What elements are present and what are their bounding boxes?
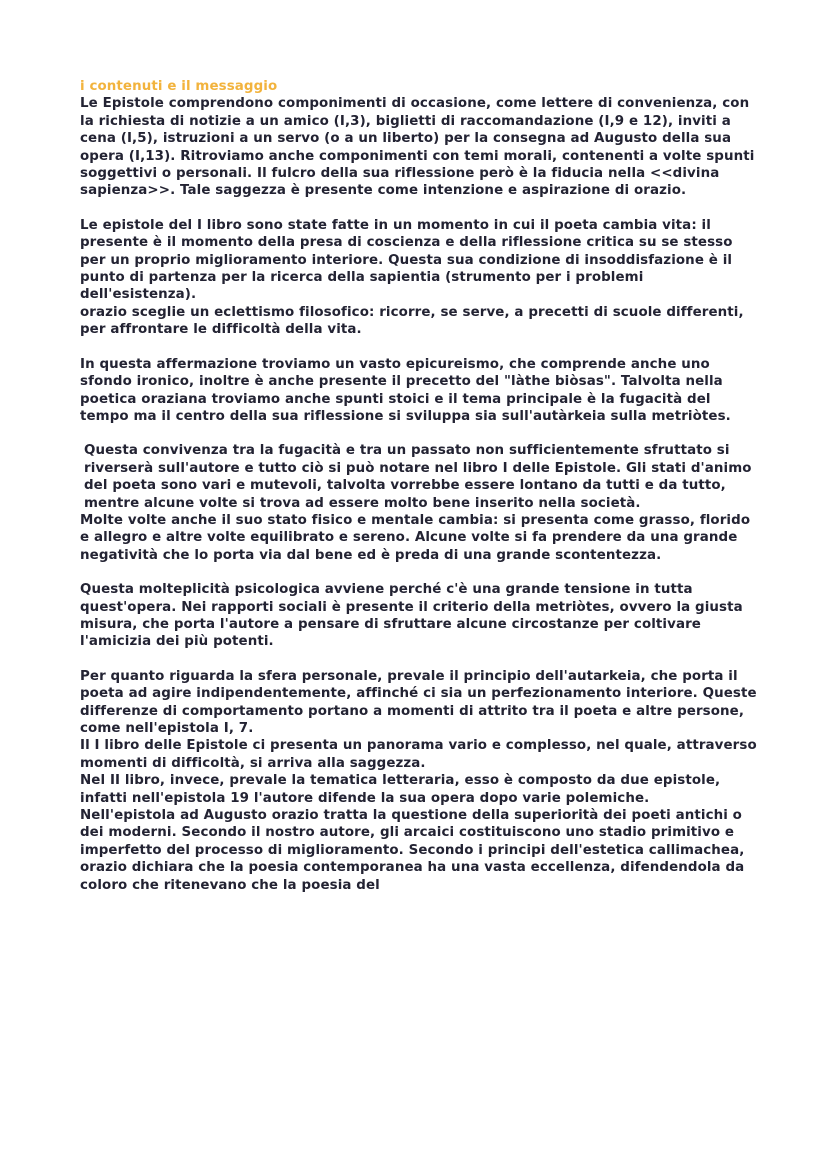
paragraph-5: Questa convivenza tra la fugacità e tra un passato non sufficientemente sfruttato si riverserà sull'autore e tutto ciò si può notare nel libro I delle Epistole. Gli stati d'animo del poeta sono vari e mutevoli, talvolta vorrebbe essere lontano da tutti e da tutto, mentre alcune volte si trova ad essere molto bene inserito nella società. [84, 443, 752, 511]
document-page [80, 78, 760, 894]
section-title: i contenuti e il messaggio [80, 79, 278, 94]
paragraph-1: Le Epistole comprendono componimenti di occasione, come lettere di convenienza, con la richiesta di notizie a un amico (I,3), biglietti di raccomandazione (I,9 e 12), inviti a cena (I,5), istruzioni a un servo (o a un liberto) per la consegna ad Augusto della sua opera (I,13). Ritroviamo anche componimenti con temi morali, contenenti a volte spunti soggettivi o personali. Il fulcro della sua riflessione però è la fiducia nella <<divina sapienza>>. Tale saggezza è presente come intenzione e aspirazione di orazio. [80, 96, 755, 199]
paragraph-10: Nel II libro, invece, prevale la tematica letteraria, esso è composto da due epistole, infatti nell'epistola 19 l'autore difende la sua opera dopo varie polemiche. [80, 773, 721, 806]
paragraph-9: Il I libro delle Epistole ci presenta un panorama vario e complesso, nel quale, attraverso momenti di difficoltà, si arriva alla saggezza. [80, 738, 757, 771]
paragraph-2: Le epistole del I libro sono state fatte in un momento in cui il poeta cambia vita: il presente è il momento della presa di coscienza e della riflessione critica su se stesso per un proprio miglioramento interiore. Questa sua condizione di insoddisfazione è il punto di partenza per la ricerca della sapientia (strumento per i problemi dell'esistenza). [80, 217, 733, 303]
paragraph-4: In questa affermazione troviamo un vasto epicureismo, che comprende anche uno sfondo ironico, inoltre è anche presente il precetto del "làthe biòsas". Talvolta nella poetica oraziana troviamo anche spunti stoici e il tema principale è la fugacità del tempo ma il centro della sua riflessione si sviluppa sia sull'autàrkeia sulla metriòtes. [80, 356, 731, 424]
paragraph-7: Questa molteplicità psicologica avviene perché c'è una grande tensione in tutta quest'opera. Nei rapporti sociali è presente il criterio della metriòtes, ovvero la giusta misura, che porta l'autore a pensare di sfruttare alcune circostanze per coltivare l'amicizia dei più potenti. [80, 582, 743, 650]
paragraph-3: orazio sceglie un eclettismo filosofico: ricorre, se serve, a precetti di scuole differenti, per affrontare le difficoltà della vita. [80, 304, 744, 338]
paragraph-11: Nell'epistola ad Augusto orazio tratta la questione della superiorità dei poeti antichi o dei moderni. Secondo il nostro autore, gli arcaici costituiscono uno stadio primitivo e imperfetto del processo di miglioramento. Secondo i principi dell'estetica callimachea, orazio dichiara che la poesia contemporanea ha una vasta eccellenza, difendendola da coloro che ritenevano che la poesia del [80, 808, 745, 893]
paragraph-6: Molte volte anche il suo stato fisico e mentale cambia: si presenta come grasso, florido e allegro e altre volte equilibrato e sereno. Alcune volte si fa prendere da una grande negatività che lo porta via dal bene ed è preda di una grande scontentezza. [80, 512, 751, 563]
paragraph-8: Per quanto riguarda la sfera personale, prevale il principio dell'autarkeia, che porta il poeta ad agire indipendentemente, affinché ci sia un perfezionamento interiore. Queste differenze di comportamento portano a momenti di attrito tra il poeta e altre persone, come nell'epistola I, 7. [80, 668, 757, 736]
